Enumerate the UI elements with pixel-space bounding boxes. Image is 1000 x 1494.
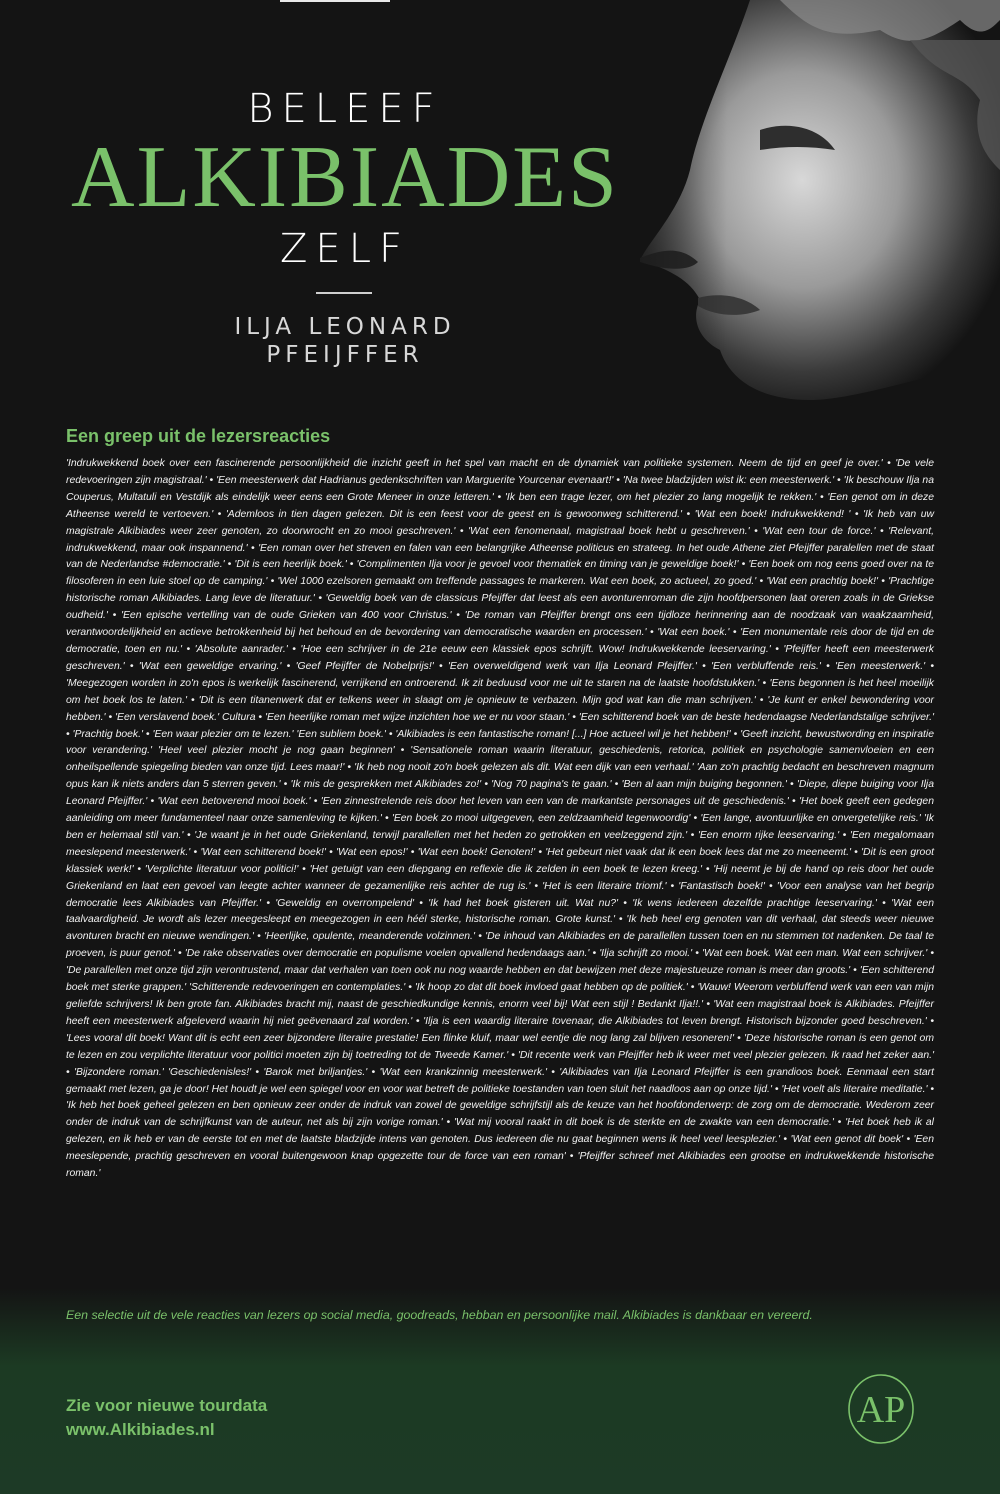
top-rule xyxy=(280,0,390,2)
reviews-source-note: Een selectie uit de vele reacties van lezers op social media, goodreads, hebban en persoonlijke mail. Alkibiades is dankbaar en vereerd. xyxy=(66,1308,813,1322)
publisher-logo-icon xyxy=(846,1372,916,1446)
tour-info xyxy=(66,1394,267,1442)
title-zelf: ZELF xyxy=(280,226,410,272)
tour-dates-text: Zie voor nieuwe tourdata xyxy=(66,1396,268,1415)
author-first-names: ILJA LEONARD xyxy=(234,314,456,340)
reviews-heading: Een greep uit de lezersreacties xyxy=(66,426,331,446)
author-last-name: PFEIJFFER xyxy=(266,342,424,368)
reader-reviews-text: 'Indrukwekkend boek over een fascinerende persoonlijkheid die inzicht geeft in het spel van macht en de dynamiek van politieke systemen. Neem de tijd en geef je over.' • 'De vele redevoeringen zijn magistraal.' • 'Een meesterwerk dat Hadrianus gedenkschriften van Marguerite Yourcenar evenaart!' • 'Na twee bladzijden wist ik: een meesterwerk.' • 'Ik beschouw Ilja na Couperus, Multatuli en Vestdijk als eindelijk weer eens een Grote Meneer in onze letteren.' • 'Ik ben een trage lezer, om het plezier zo lang mogelijk te rekken.' • 'Een genot om in deze Atheense wereld te vertoeven.' • 'Ademloos in tien dagen gelezen. Dit is een feest voor de geest en is gewoonweg schitterend.' • 'Wat een boek! Indrukwekkend! ' • 'Ik heb van uw magistrale Alkibiades weer zeer genoten, zo doorwrocht en zo mooi geschreven.' • 'Wat een fenomenaal, magistraal boek hebt u geschreven.' • 'Wat een tour de force.' • 'Relevant, indrukwekkend, maar ook inspannend.' • 'Een roman over het streven en falen van een belangrijke Atheense politicus en strateeg. In het oude Athene ziet Pfeijffer paralellen met de staat van de Nederlandse #democratie.' • 'Dit is een heerlijk boek.' • 'Complimenten Ilja voor je gevoel voor thematiek en timing van je geweldige boek!' • 'Een boek om nog eens goed over na te filosoferen in een luie stoel op de camping.' • 'Wel 1000 ezelsoren gemaakt om treffende passages te markeren. Wat een boek, zo actueel, zo goed.' • 'Wat een prachtig boek!' • 'Prachtige historische roman Alkibiades. Lang leve de literatuur.' • 'Geweldig boek van de classicus Pfeijffer dat leest als een avonturenroman die zijn hoofdpersonen laat oreren zoals in de Griekse oudheid.' • 'Een epische vertelling van de oude Grieken van 400 voor Christus.' • 'De roman van Pfeijffer brengt ons een tijdloze herinnering aan de noodzaak van waakzaamheid, verantwoordelijkheid en actieve betrokkenheid bij het behoud en de bevordering van democratische waarden en processen.' • 'Wat een boek.' • 'Een monumentale reis door de tijd en de democratie, toen en nu.' • 'Absolute aanrader.' • 'Hoe een schrijver in de 21e eeuw een klassiek epos schrijft. Wow! Indrukwekkende leeservaring.' • 'Pfeijffer heeft een meesterwerk geschreven.' • 'Wat een geweldige ervaring.' • 'Geef Pfeijffer de Nobelprijs!' • 'Een overweldigend werk van Ilja Leonard Pfeijffer.' • 'Een verbluffende reis.' • 'Een meesterwerk.' • 'Meegezogen worden in zo'n epos is werkelijk fascinerend, verrijkend en ontroerend. Ik zit beduusd voor me uit te staren na de laatste hoofdstukken.' • 'Eens begonnen is het heel moeilijk om het boek los te laten.' • 'Dit is een titanenwerk dat er telkens weer in slaagt om je opnieuw te verbazen. Mijn god wat kan die man schrijven.' • 'Je kunt er enkel bewondering voor hebben.' • 'Een verslavend boek.' Cultura • 'Een heerlijke roman met wijze inzichten hoe we er nu voor staan.' • 'Een schitterend boek van de beste hedendaagse Nederlandstalige schrijver.' • 'Prachtig boek.' • 'Een waar plezier om te lezen.' 'Een subliem boek.' • 'Alkibiades is een fantastische roman! [...] Hoe actueel wil je het hebben!' • 'Geeft inzicht, bewustwording en inspiratie voor verandering.' 'Heel veel plezier mocht je nog gaan beginnen' • 'Sensationele roman waarin literatuur, geschiedenis, retorica, politiek en psychologie samenvloeien en een onheilspellende spiegeling bieden van onze tijd. Lees maar!' • 'Ik heb nog nooit zo'n boek gelezen als dit. Wat een dijk van een verhaal.' 'Aan zo'n prachtig bedacht en beschreven magnum opus kan ik niets anders dan 5 sterren geven.' • 'Ik mis de gesprekken met Alkibiades zo!' • 'Nog 70 pagina's te gaan.' • 'Ben al aan mijn buiging begonnen.' • 'Diepe, diepe buiging voor Ilja Leonard Pfeijffer.' • 'Wat een betoverend mooi boek.' • 'Een zinnestrelende reis door het leven van een van de markantste personages uit de geschiedenis.' • 'Het boek geeft een gedegen aanleiding om meer fundamenteel naar onze samenleving te kijken.' • 'Een boek zo mooi uitgegeven, een zeldzaamheid tegenwoordig' • 'Een lange, avontuurlijke en onvergetelijke reis.' 'Ik ben er helemaal stil van.' • 'Je waant je in het oude Griekenland, terwijl parallellen met het heden zo getrokken en veelzeggend zijn.' • 'Een enorm rijke leeservaring.' • 'Een megalomaan meeslepend meesterwerk.' • 'Wat een schitterend boek!' • 'Wat een epos!' • 'Wat een boek! Genoten!' • 'Het gebeurt niet vaak dat ik een boek lees dat me zo meeneemt.' • 'Dit is een groot klassiek werk!' • 'Verplichte literatuur voor politici!' • 'Het getuigt van een diepgang en reflexie die ik zelden in een boek te lezen kreeg.' • 'Hij neemt je bij de hand op reis door het oude Griekenland en laat een gevoel van leegte achter wanneer de gezamenlijke reis achter de rug is.' • 'Het is een literaire triomf.' • 'Fantastisch boek!' • 'Voor een analyse van het begrip democratie lees Alkibiades van Pfeijffer.' • 'Geweldig en overrompelend' • 'Ik had het boek gisteren uit. Wat nu?' • 'Ik wens iedereen dezelfde prachtige leeservaring.' • 'Wat een taalvaardigheid. Je wordt als lezer meegesleept en meegezogen in een héél sterke, historische roman. Grote kunst.' • 'Ik heb heel erg genoten van dit verhaal, dat steeds weer nieuwe avonturen bracht en nieuwe wendingen.' • 'Heerlijke, opulente, meanderende volzinnen.' • 'De inhoud van Alkibiades en de parallellen tussen toen en nu stemmen tot nadenken. De taal te proeven, is puur genot.' • 'De rake observaties over democratie en populisme voelen opvallend hedendaags aan.' • 'Ilja schrijft zo mooi.' • 'Wat een boek. Wat een man. Wat een schrijver.' • 'De parallellen met onze tijd zijn verontrustend, maar dat verhalen van toen ook nu nog waarde hebben en dat bewijzen met deze majestueuze roman is meer dan groots.' • 'Een schitterend boek met sterke grappen.' 'Schitterende redevoeringen en contemplaties.' • 'Ik hoop zo dat dit boek invloed gaat hebben op de politiek.' • 'Wauw! Weerom verbluffend werk van een van mijn geliefde schrijvers! Ik ben grote fan. Alkibiades bracht mij, naast de geschiedkundige kennis, enorm veel bij! Wat een stijl ! Bedankt Ilja!!.' • 'Wat een magistraal boek is Alkibiades. Pfeijffer heeft een meesterwerk afgeleverd waarin hij niet geëvenaard zal worden.' • 'Ilja is een waardig literaire tovenaar, die Alkibiades tot leven brengt. Historisch bijzonder goed beschreven.' • 'Lees vooral dit boek! Want dit is echt een zeer bijzondere literaire prestatie! Een flinke kluif, maar wel eentje die nog lang zal blijven resoneren!' • 'Deze historische roman is een genot om te lezen en zou verplichte literatuur voor politici moeten zijn bij toetreding tot de Tweede Kamer.' • 'Dit recente werk van Pfeijffer heb ik weer met veel plezier gelezen. Ik raad het zeker aan.' • 'Bijzondere roman.' 'Geschiedenisles!' • 'Barok met briljantjes.' • 'Wat een krankzinnig meesterwerk.' • 'Alkibiades van Ilja Leonard Pfeijffer is een grandioos boek. Eenmaal een start gemaakt met lezen, ga je door! Het houdt je wel een spiegel voor en voor wat betreft de politieke toestanden van toen sluit het naadloos aan op onze tijd.' • 'Het voelt als literaire meditatie.' • 'Ik heb het boek geheel gelezen en ben opnieuw zeer onder de indruk van zowel de geweldige schrijfstijl als de keuze van het hoofdonderwerp: de zorg om de democratie. Wederom zeer onder de indruk van de schrijfkunst van de auteur, net als bij zijn vorige roman.' • 'Wat mij vooral raakt in dit boek is de sterkte en de zwakte van een democratie.' • 'Het boek heb ik al gelezen, en ik heb er van de eerste tot en met de laatste bladzijde intens van genoten. Dus iedereen die nu gaat beginnen wens ik heel veel leesplezier.' • 'Wat een genot dit boek' • 'Een meeslepende, prachtig geschreven en vooral buitengewoon knap opgezette tour de force van een roman' • 'Pfeijffer schreef met Alkibiades een grootse en indrukwekkende historische roman.' xyxy=(66,458,934,1180)
website-link[interactable]: www.Alkibiades.nl xyxy=(66,1420,215,1439)
publisher-logo-text: AP xyxy=(856,1389,906,1431)
title-divider xyxy=(316,292,372,294)
title-alkibiades: ALKIBIADES xyxy=(71,129,619,226)
title-beleef: BELEEF xyxy=(247,86,443,132)
